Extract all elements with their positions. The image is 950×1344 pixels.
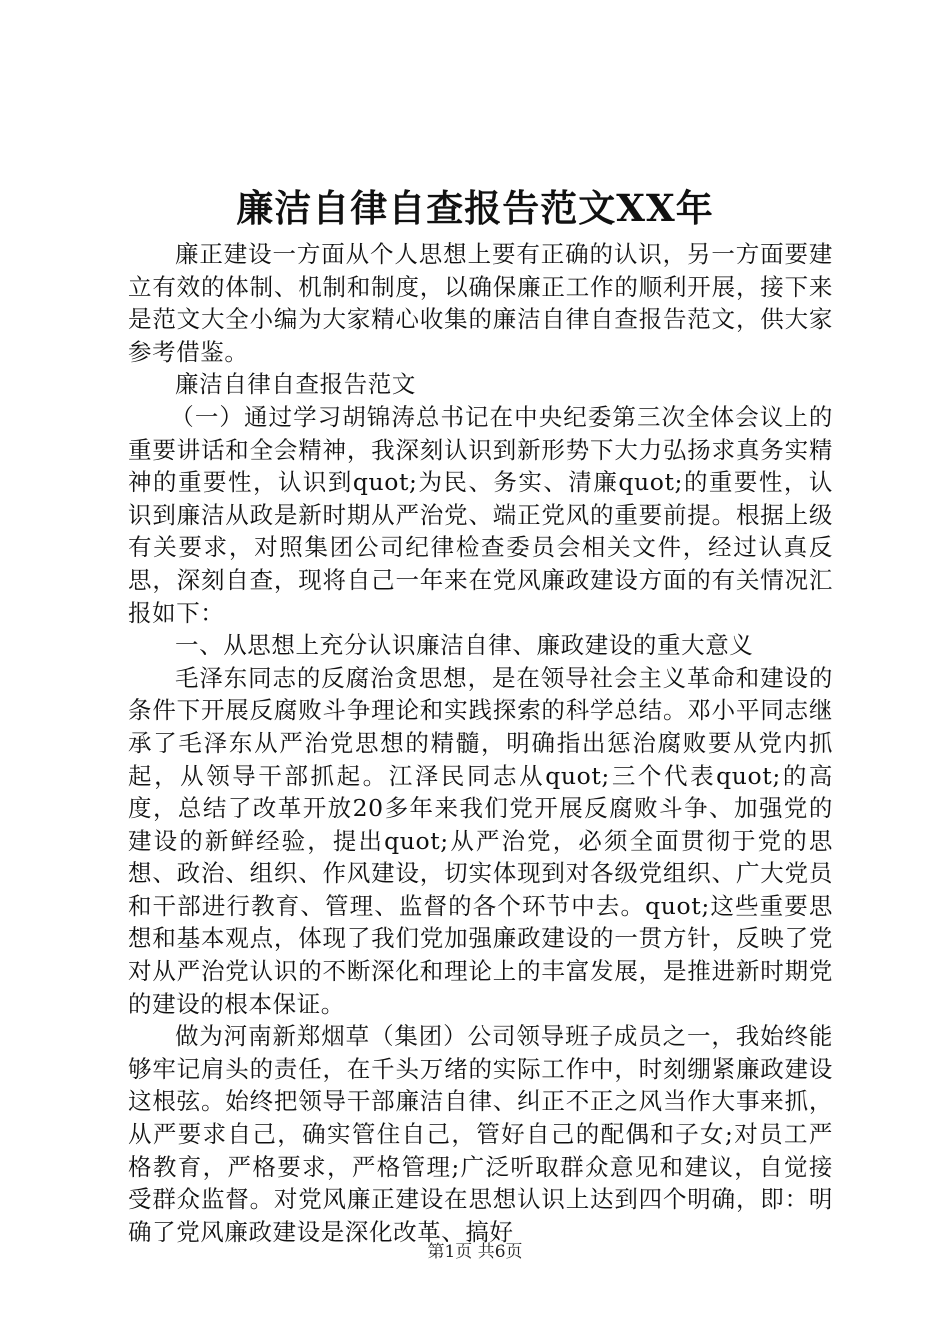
document-body <box>128 238 833 1248</box>
body-paragraph: （一）通过学习胡锦涛总书记在中央纪委第三次全体会议上的重要讲话和全会精神，我深刻认识到新形势下大力弘扬求真务实精神的重要性，认识到quot;为民、务实、清廉quot;的重要性，认识到廉洁从政是新时期从严治党、端正党风的重要前提。根据上级有关要求，对照集团公司纪律检查委员会相关文件，经过认真反思，深刻自查，现将自己一年来在党风廉政建设方面的有关情况汇报如下： <box>128 402 833 627</box>
intro-paragraph: 廉正建设一方面从个人思想上要有正确的认识，另一方面要建立有效的体制、机制和制度，以确保廉正工作的顺利开展，接下来是范文大全小编为大家精心收集的廉洁自律自查报告范文，供大家参考借鉴。 <box>128 240 833 366</box>
document-title: 廉洁自律自查报告范文XX年 <box>236 186 714 230</box>
section-heading: 廉洁自律自查报告范文 <box>175 370 416 399</box>
body-paragraph: 做为河南新郑烟草（集团）公司领导班子成员之一，我始终能够牢记肩头的责任，在千头万绪的实际工作中，时刻绷紧廉政建设这根弦。始终把领导干部廉洁自律、纠正不正之风当作大事来抓，从严要求自己，确实管住自己，管好自己的配偶和子女;对员工严格教育，严格要求，严格管理;广泛听取群众意见和建议，自觉接受群众监督。对党风廉正建设在思想认识上达到四个明确，即：明确了党风廉政建设是深化改革、搞好 <box>128 1022 833 1246</box>
page-number-footer: 第1页 共6页 <box>427 1242 523 1262</box>
section-heading: 一、从思想上充分认识廉洁自律、廉政建设的重大意义 <box>175 631 754 660</box>
body-paragraph: 毛泽东同志的反腐治贪思想，是在领导社会主义革命和建设的条件下开展反腐败斗争理论和实践探索的科学总结。邓小平同志继承了毛泽东从严治党思想的精髓，明确指出惩治腐败要从党内抓起，从领导干部抓起。江泽民同志从quot;三个代表quot;的高度，总结了改革开放20多年来我们党开展反腐败斗争、加强党的建设的新鲜经验，提出quot;从严治党，必须全面贯彻于党的思想、政治、组织、作风建设，切实体现到对各级党组织、广大党员和干部进行教育、管理、监督的各个环节中去。quot;这些重要思想和基本观点，体现了我们党加强廉政建设的一贯方针，反映了党对从严治党认识的不断深化和理论上的丰富发展，是推进新时期党的建设的根本保证。 <box>128 663 833 1018</box>
